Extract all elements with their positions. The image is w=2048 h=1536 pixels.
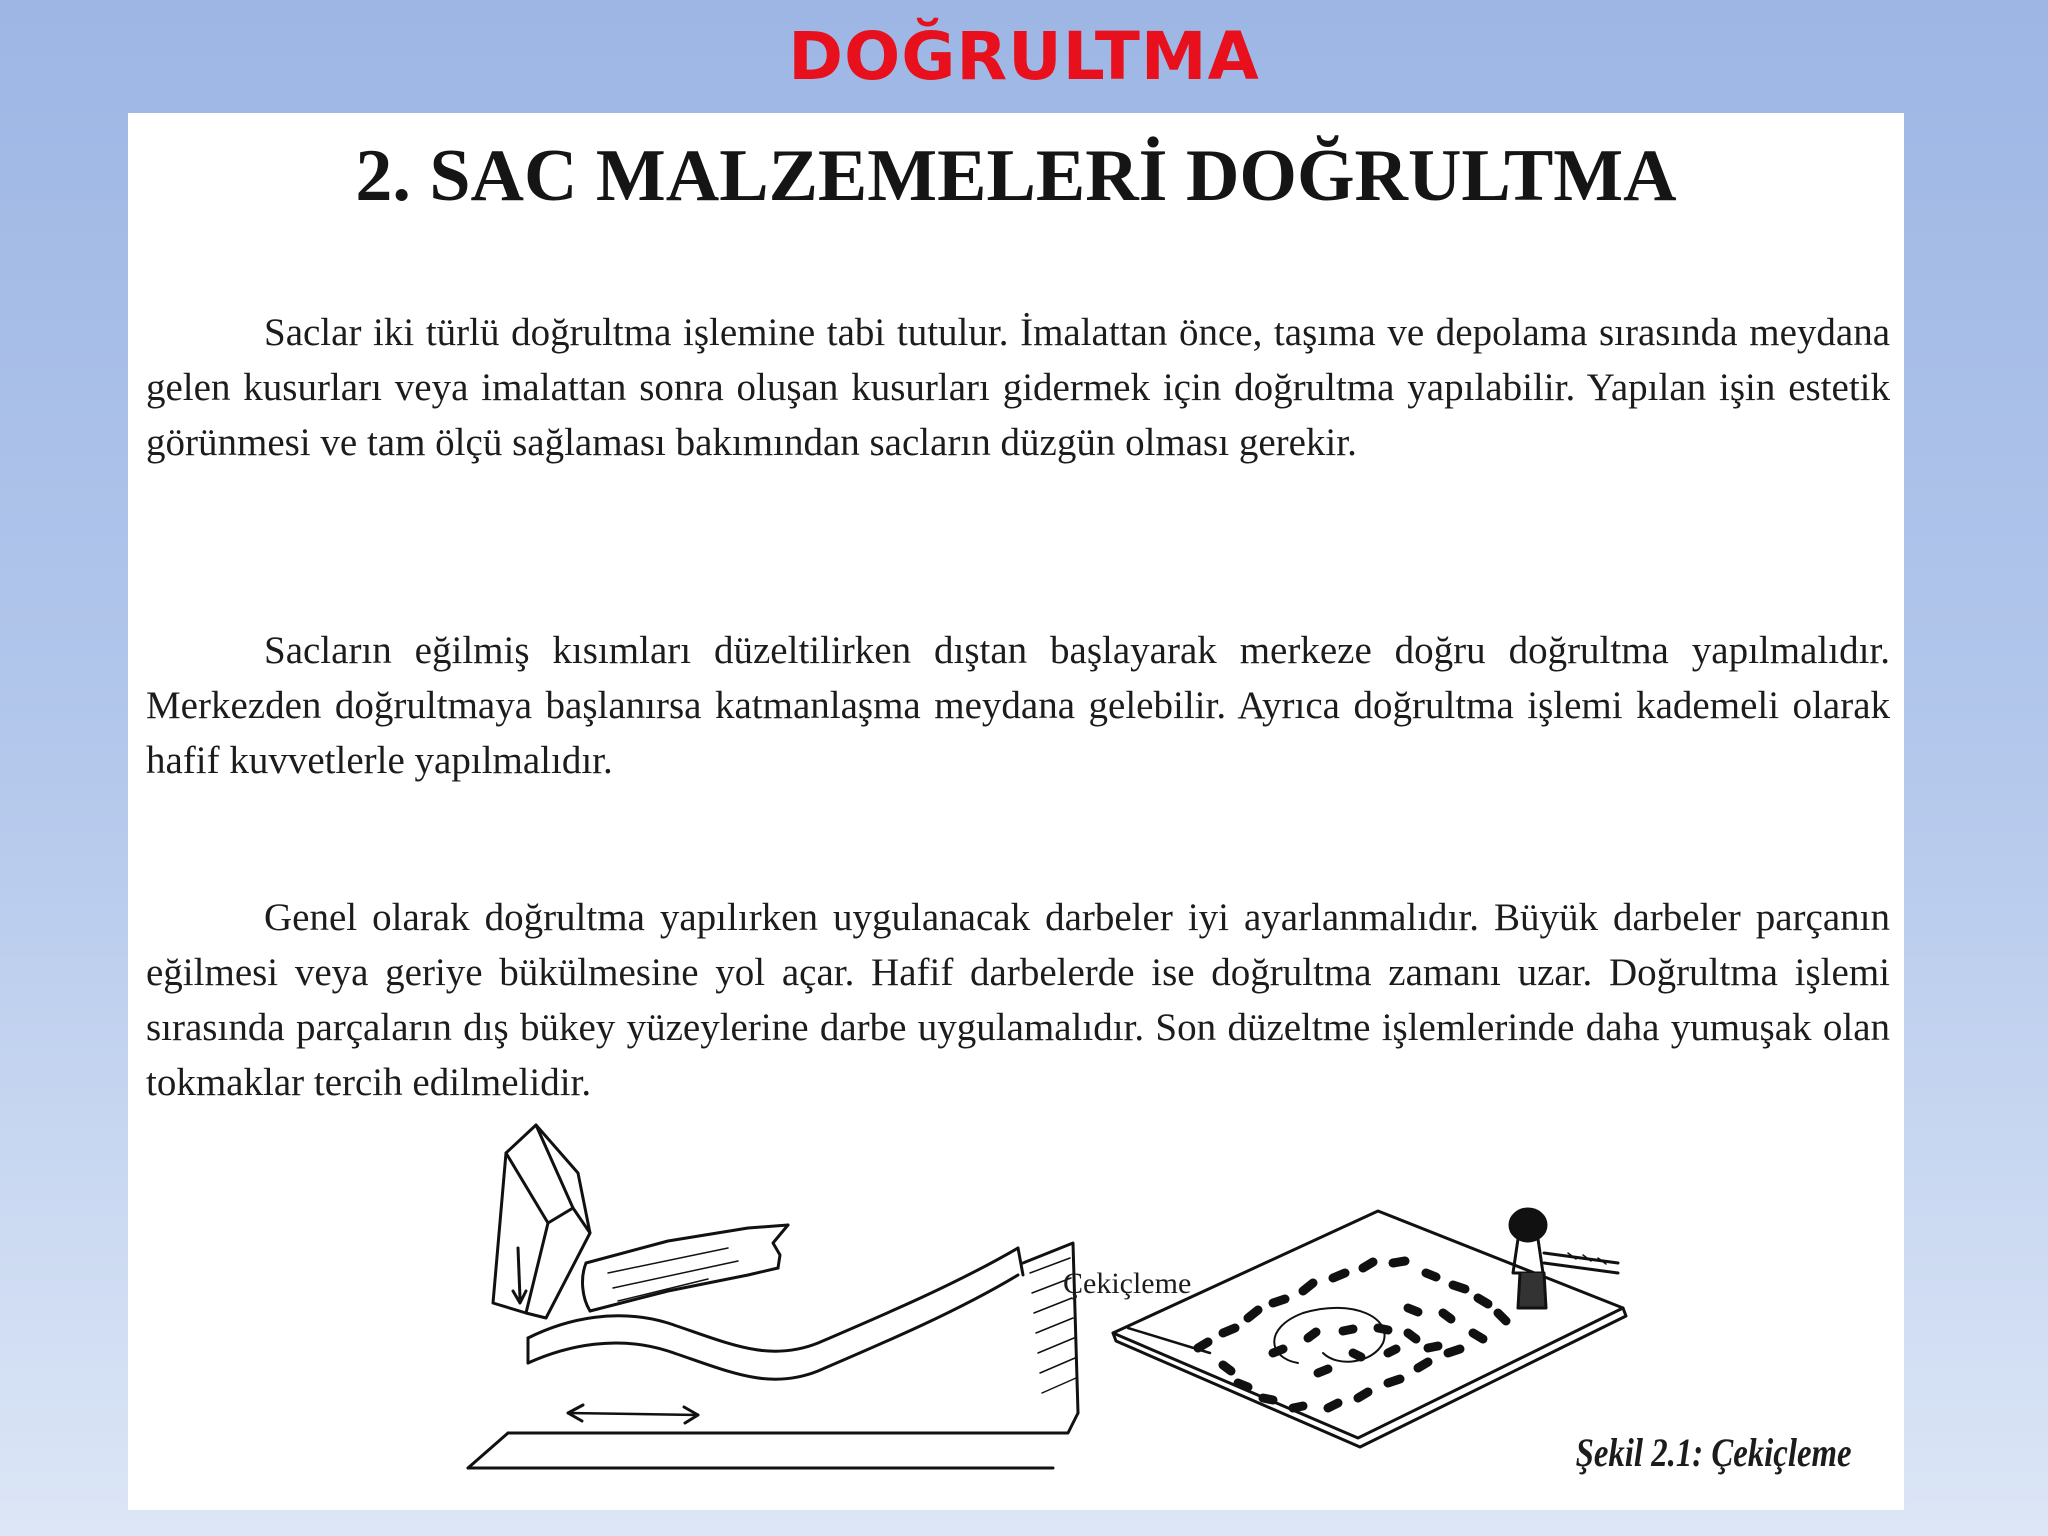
figure-caption: Şekil 2.1: Çekiçleme: [1575, 1430, 1852, 1475]
hammering-illustration: [368, 1113, 1698, 1508]
flat-sheet-drawing: [1113, 1209, 1626, 1447]
paragraph-3: Genel olarak doğrultma yapılırken uygulanacak darbeler iyi ayarlanmalıdır. Büyük darbeler parçanın eğilmesi veya geriye bükülmesine yol açar. Hafif darbelerde ise doğrultma zamanı uzar. Doğrultma işlemi sırasında parçaların dış bükey yüzeylerine darbe uygulamalıdır. Son düzeltme işlemlerinde daha yumuşak olan tokmaklar tercih edilmelidir.: [146, 896, 1890, 1104]
hammer-drawing: [493, 1125, 788, 1318]
document-heading: 2. SAC MALZEMELERİ DOĞRULTMA: [355, 135, 1677, 217]
document-page: [128, 113, 1904, 1510]
slide-title: DOĞRULTMA: [788, 18, 1260, 95]
bent-sheet-drawing: [468, 1243, 1078, 1468]
callout-label: Çekiçleme: [1063, 1267, 1192, 1300]
paragraph-2: Sacların eğilmiş kısımları düzeltilirken dıştan başlayarak merkeze doğru doğrultma yapılmalıdır. Merkezden doğrultmaya başlanırsa katmanlaşma meydana gelebilir. Ayrıca doğrultma işlemi kademeli olarak hafif kuvvetlerle yapılmalıdır.: [146, 629, 1890, 782]
paragraph-1: Saclar iki türlü doğrultma işlemine tabi tutulur. İmalattan önce, taşıma ve depolama sırasında meydana gelen kusurları veya imalattan sonra oluşan kusurları gidermek için doğrultma yapılabilir. Yapılan işin estetik görünmesi ve tam ölçü sağlaması bakımından sacların düzgün olması gerekir.: [146, 311, 1890, 464]
